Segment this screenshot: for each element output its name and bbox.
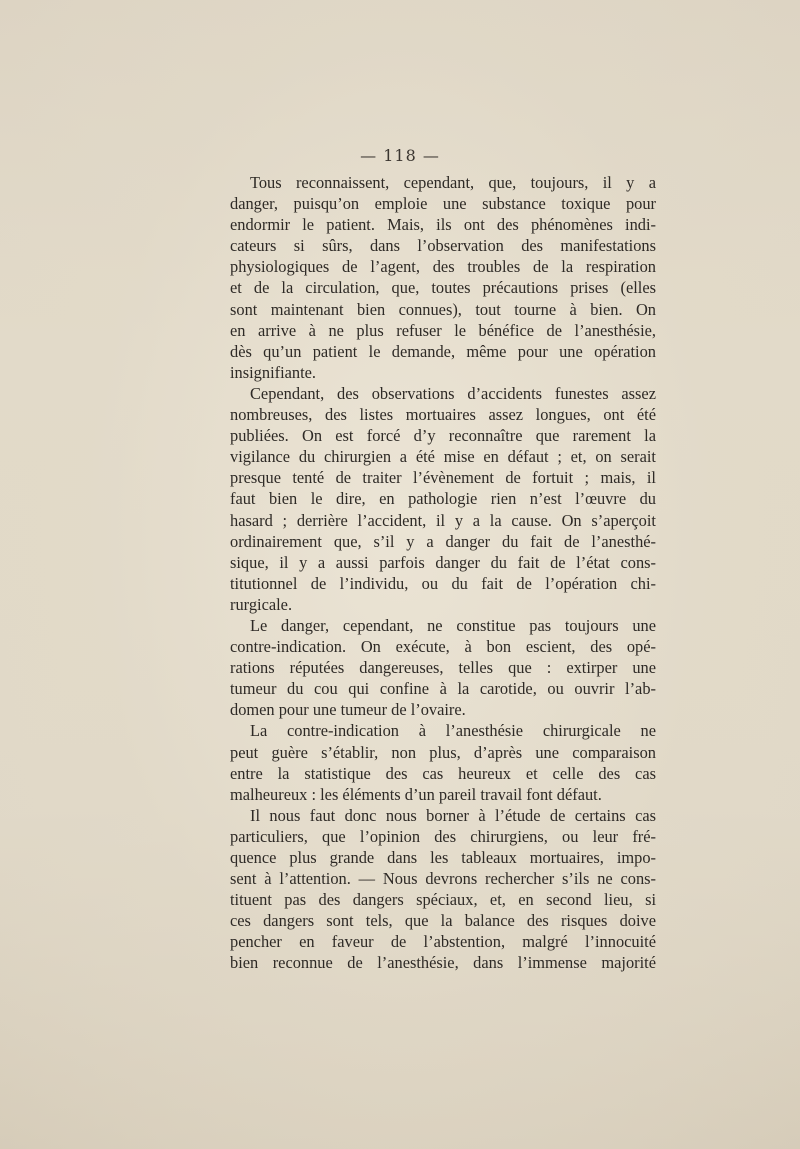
text-line: physiologiques de l’agent, des troubles de la respiration: [230, 257, 656, 277]
text-line: Tous reconnaissent, cependant, que, toujours, il y a: [250, 173, 656, 192]
text-line: rurgicale.: [230, 594, 293, 614]
text-line: hasard ; derrière l’accident, il y a la cause. On s’aperçoit: [230, 510, 656, 530]
text-line: bien reconnue de l’anesthésie, dans l’immense majorité: [230, 953, 656, 973]
page-number: — 118 —: [360, 146, 440, 165]
text-line: cateurs si sûrs, dans l’observation des manifestations: [230, 236, 656, 256]
body-text: [230, 172, 656, 974]
text-line: publiées. On est forcé d’y reconnaître que rarement la: [230, 426, 656, 446]
text-line: Il nous faut donc nous borner à l’étude de certains cas: [250, 805, 656, 825]
text-line: nombreuses, des listes mortuaires assez longues, ont été: [230, 405, 656, 425]
text-line: peut guère s’établir, non plus, d’après une comparaison: [230, 742, 656, 762]
text-line: dès qu’un patient le demande, même pour une opération: [230, 341, 656, 361]
text-line: La contre-indication à l’anesthésie chirurgicale ne: [250, 721, 656, 741]
text-line: particuliers, que l’opinion des chirurgiens, ou leur fré-: [230, 826, 656, 846]
text-line: contre-indication. On exécute, à bon escient, des opé-: [230, 637, 656, 657]
text-line: Le danger, cependant, ne constitue pas toujours une: [250, 615, 656, 635]
text-line: malheureux : les éléments d’un pareil travail font défaut.: [230, 784, 602, 804]
text-line: en arrive à ne plus refuser le bénéfice de l’anesthésie,: [230, 320, 656, 340]
text-line: insignifiante.: [230, 362, 317, 382]
text-line: sont maintenant bien connues), tout tourne à bien. On: [230, 299, 656, 319]
text-line: pencher en faveur de l’abstention, malgré l’innocuité: [230, 932, 656, 952]
text-line: sent à l’attention. — Nous devrons rechercher s’ils ne cons-: [230, 869, 656, 889]
text-line: rations réputées dangereuses, telles que : extirper une: [230, 658, 656, 678]
text-line: endormir le patient. Mais, ils ont des phénomènes indi-: [230, 215, 656, 235]
text-line: titutionnel de l’individu, ou du fait de l’opération chi-: [230, 573, 656, 593]
text-line: presque tenté de traiter l’évènement de fortuit ; mais, il: [230, 468, 656, 488]
text-line: tituent pas des dangers spéciaux, et, en second lieu, si: [230, 890, 656, 910]
text-line: vigilance du chirurgien a été mise en défaut ; et, on serait: [230, 447, 656, 467]
text-line: sique, il y a aussi parfois danger du fait de l’état cons-: [230, 552, 656, 572]
text-line: entre la statistique des cas heureux et celle des cas: [230, 763, 656, 783]
text-line: Cependant, des observations d’accidents funestes assez: [250, 383, 656, 403]
text-line: ordinairement que, s’il y a danger du fait de l’anesthé-: [230, 531, 656, 551]
text-line: et de la circulation, que, toutes précautions prises (elles: [230, 278, 656, 298]
text-line: ces dangers sont tels, que la balance des risques doive: [230, 911, 656, 931]
text-line: tumeur du cou qui confine à la carotide, ou ouvrir l’ab-: [230, 679, 656, 699]
text-line: danger, puisqu’on emploie une substance toxique pour: [230, 194, 656, 214]
text-line: quence plus grande dans les tableaux mortuaires, impo-: [230, 848, 656, 867]
text-line: domen pour une tumeur de l’ovaire.: [230, 700, 466, 720]
text-line: faut bien le dire, en pathologie rien n’est l’œuvre du: [230, 489, 656, 509]
